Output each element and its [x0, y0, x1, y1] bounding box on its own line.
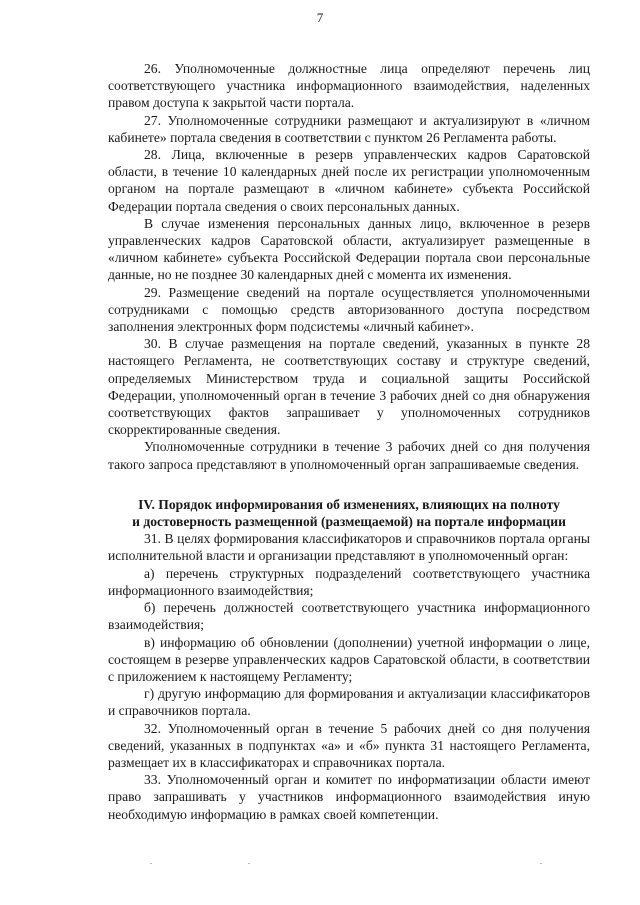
page-number: 7 [316, 10, 324, 25]
scan-speck [540, 863, 542, 864]
list-item-b: б) перечень должностей соответствующего участника информационного взаимодействия; [108, 600, 590, 633]
paragraph-27: 27. Уполномоченные сотрудники размещают и актуализируют в «личном кабинете» портала сведения в соответствии с пунктом 26 Регламента работы. [108, 112, 590, 145]
paragraph-26: 26. Уполномоченные должностные лица определяют перечень лиц соответствующего участника информационного взаимодействия, наделенных правом доступа к закрытой части портала. [108, 61, 590, 111]
section-heading-line-1: IV. Порядок информирования об изменениях, влияющих на полноту [138, 496, 560, 512]
paragraph-31: 31. В целях формирования классификаторов и справочников портала органы исполнительной власти и организации представляют в уполномоченный орган: [108, 531, 590, 564]
paragraph-33: 33. Уполномоченный орган и комитет по информатизации области имеют право запрашивать у участников информационного взаимодействия иную необходимую информацию в рамках своей компетенции. [108, 772, 590, 822]
paragraph-29: 29. Размещение сведений на портале осуществляется уполномоченными сотрудниками с помощью средств авторизованного доступа посредством заполнения электронных форм подсистемы «личный кабинет». [108, 284, 590, 335]
section-heading-line-2: и достоверность размещенной (размещаемой) на портале информации [132, 514, 566, 530]
paragraph-28: 28. Лица, включенные в резерв управленческих кадров Саратовской области, в течение 10 календарных дней после их регистрации уполномоченным органом на портале размещают в «личном кабинете» субъекта Российской Федерации портала сведения о своих персональных данных. [108, 147, 590, 214]
list-item-a: а) перечень структурных подразделений соответствующего участника информационного взаимодействия; [108, 565, 590, 598]
paragraph-32: 32. Уполномоченный орган в течение 5 рабочих дней со дня получения сведений, указанных в подпунктах «а» и «б» пункта 31 настоящего Регламента, размещает их в классификаторах и справочниках портала. [108, 720, 590, 770]
paragraph-28-continued: В случае изменения персональных данных лицо, включенное в резерв управленческих кадров Саратовской области, актуализирует размещенные в «личном кабинете» субъекта Российской Федерации портала свои персональные данные, но не позднее 30 календарных дней с момента их изменения. [108, 215, 590, 283]
document-body [108, 60, 590, 823]
paragraph-30-continued: Уполномоченные сотрудники в течение 3 рабочих дней со дня получения такого запроса представляют в уполномоченный орган запрашиваемые сведения. [108, 439, 590, 472]
list-item-c: в) информацию об обновлении (дополнении) учетной информации о лице, состоящем в резерве управленческих кадров Саратовской области, в соответствии с приложением к настоящему Регламенту; [108, 634, 590, 684]
section-heading [108, 496, 590, 530]
paragraph-30: 30. В случае размещения на портале сведений, указанных в пункте 28 настоящего Регламента, не соответствующих составу и структуре сведений, определяемых Министерством труда и социальной защиты Российской Федерации, уполномоченный орган в течение 3 рабочих дней со дня обнаружения соответствующих фактов запрашивает у уполномоченных сотрудников скорректированные сведения. [108, 336, 590, 438]
scan-speck [248, 863, 250, 864]
scan-specks [0, 863, 640, 867]
scan-speck [150, 863, 152, 864]
list-item-d: г) другую информацию для формирования и актуализации классификаторов и справочников портала. [108, 686, 590, 719]
